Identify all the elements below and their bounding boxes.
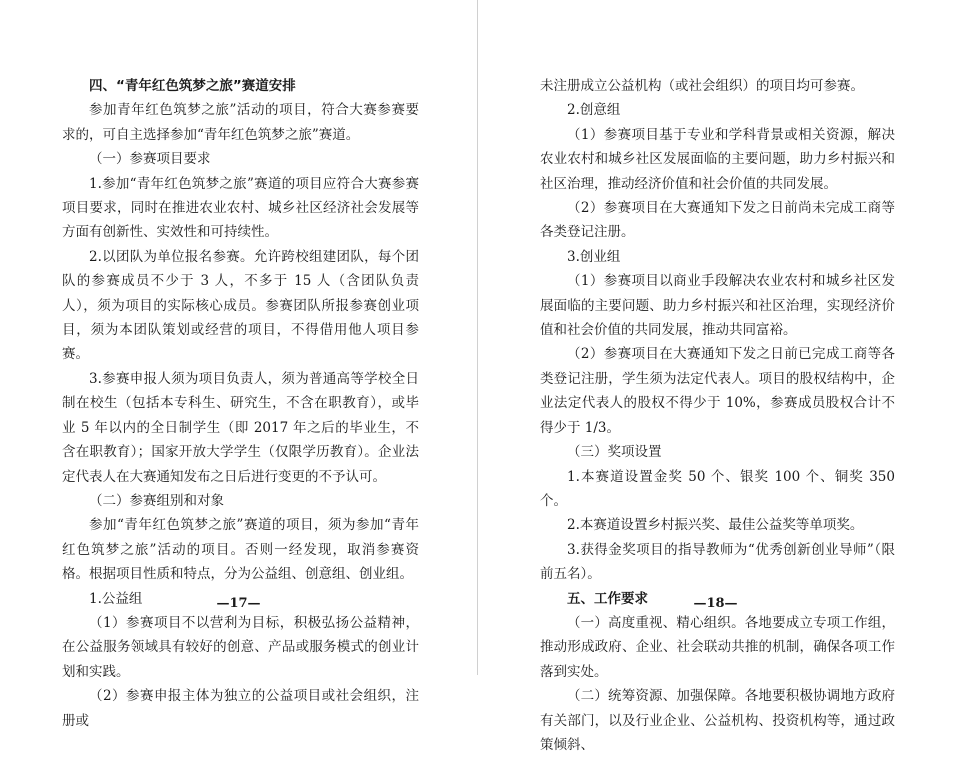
paragraph: 1.参加“青年红色筑梦之旅”赛道的项目应符合大赛参赛项目要求，同时在推进农业农村、城乡社区经济社会发展等方面有创新性、实效性和可持续性。	[62, 175, 419, 241]
paragraph: 2.创意组	[567, 102, 621, 119]
section-heading: 四、“青年红色筑梦之旅”赛道安排	[89, 78, 296, 94]
paragraph: 3.参赛申报人须为项目负责人，须为普通高等学校全日制在校生（包括本专科生、研究生，不含在职教育），或毕业 5 年以内的全日制学生（即 2017 年之后的毕业生，不含在职教育）；国家开放大学学生（仅限学历教育）。企业法定代表人在大赛通知发布之日后进行变更的不予认可。	[62, 370, 419, 485]
paragraph: 1.公益组	[89, 590, 143, 607]
paragraph: （2）参赛申报主体为独立的公益项目或社会组织，注册或	[62, 688, 419, 729]
paragraph: （1）参赛项目以商业手段解决农业农村和城乡社区发展面临的主要问题、助力乡村振兴和社区治理，实现经济价值和社会价值的共同发展，推动共同富裕。	[540, 273, 895, 339]
paragraph: （2）参赛项目在大赛通知下发之日前已完成工商等各类登记注册，学生须为法定代表人。项目的股权结构中，企业法定代表人的股权不得少于 10%，参赛成员股权合计不得少于 1/3。	[540, 346, 895, 436]
paragraph: （1）参赛项目基于专业和学科背景或相关资源，解决农业农村和城乡社区发展面临的主要问题，助力乡村振兴和社区治理，推动经济价值和社会价值的共同发展。	[540, 126, 895, 192]
paragraph: （三）奖项设置	[567, 444, 662, 461]
paragraph: 参加“青年红色筑梦之旅”赛道的项目，须为参加“青年红色筑梦之旅”活动的项目。否则一经发现，取消参赛资格。根据项目性质和特点，分为公益组、创意组、创业组。	[62, 517, 419, 583]
paragraph: 2.以团队为单位报名参赛。允许跨校组建团队，每个团队的参赛成员不少于 3 人，不多于 15 人（含团队负责人），须为项目的实际核心成员。参赛团队所报参赛创业项目，须为本团队策划或经营的项目，不得借用他人项目参赛。	[62, 248, 419, 363]
paragraph: （2）参赛项目在大赛通知下发之日前尚未完成工商等各类登记注册。	[540, 200, 895, 241]
left-page	[0, 0, 477, 729]
page-number-right: —18—	[693, 596, 738, 611]
paragraph: （二）参赛组别和对象	[89, 492, 224, 509]
paragraph: （一）高度重视、精心组织。各地要成立专项工作组，推动形成政府、企业、社会联动共推的机制，确保各项工作落到实处。	[540, 614, 895, 680]
section-heading: 五、工作要求	[567, 590, 648, 607]
paragraph: 3.获得金奖项目的指导教师为“优秀创新创业导师”（限前五名）。	[540, 541, 895, 583]
right-page-body	[540, 74, 895, 757]
right-page	[478, 0, 953, 753]
paragraph: 参加青年红色筑梦之旅”活动的项目，符合大赛参赛要求的，可自主选择参加“青年红色筑梦之旅”赛道。	[62, 102, 419, 143]
left-page-body	[62, 74, 419, 733]
paragraph: （1）参赛项目不以营利为目标，积极弘扬公益精神，在公益服务领域具有较好的创意、产品或服务模式的创业计划和实践。	[62, 614, 419, 680]
paragraph: 3.创业组	[567, 248, 621, 265]
paragraph: 2.本赛道设置乡村振兴奖、最佳公益奖等单项奖。	[567, 517, 864, 534]
page-number-left: —17—	[216, 596, 261, 611]
paragraph: （一）参赛项目要求	[89, 151, 211, 168]
paragraph: 未注册成立公益机构（或社会组织）的项目均可参赛。	[540, 78, 864, 94]
paragraph: 1.本赛道设置金奖 50 个、银奖 100 个、铜奖 350 个。	[540, 468, 895, 509]
paragraph: （二）统筹资源、加强保障。各地要积极协调地方政府有关部门，以及行业企业、公益机构、投资机构等，通过政策倾斜、	[540, 688, 895, 753]
